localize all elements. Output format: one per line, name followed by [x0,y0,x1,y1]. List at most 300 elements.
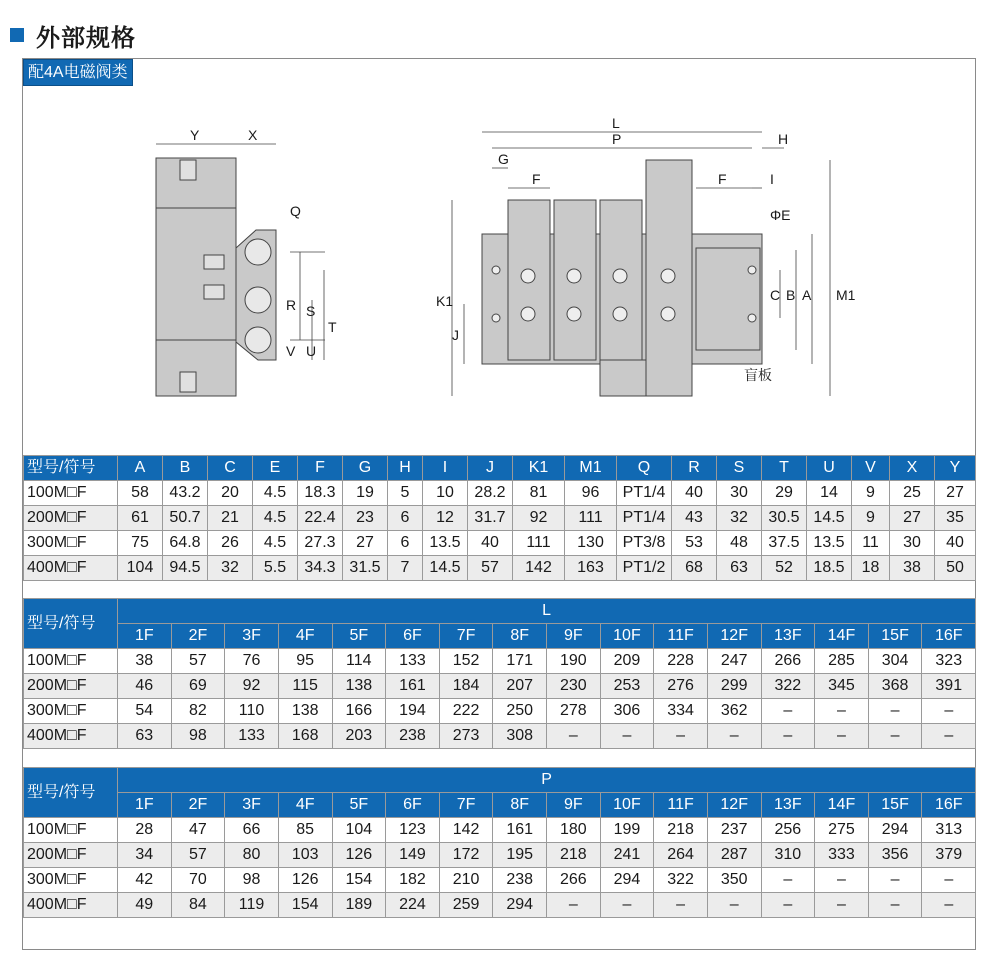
value-cell: – [922,893,976,918]
header-cell: 2F [171,624,225,649]
header-cell: H [388,456,423,481]
value-cell: 152 [439,649,493,674]
value-cell: 95 [278,649,332,674]
value-cell: 63 [118,724,172,749]
spec-table-dimensions [23,455,976,581]
value-cell: 28.2 [468,481,513,506]
value-cell: 58 [118,481,163,506]
value-cell: 81 [513,481,565,506]
dim-label: U [306,343,317,359]
value-cell: 69 [171,674,225,699]
value-cell: PT1/4 [617,506,672,531]
header-cell: J [468,456,513,481]
header-cell: 14F [815,624,869,649]
model-cell: 200M□F [24,674,118,699]
value-cell: 11 [852,531,890,556]
dim-label: L [612,115,620,131]
spec-table-length-L [23,598,976,749]
value-cell: 34.3 [298,556,343,581]
value-cell: 10 [423,481,468,506]
value-cell: 171 [493,649,547,674]
value-cell: 391 [922,674,976,699]
value-cell: 50.7 [163,506,208,531]
value-cell: 6 [388,506,423,531]
value-cell: 35 [935,506,976,531]
value-cell: 94.5 [163,556,208,581]
value-cell: – [654,893,708,918]
value-cell: 64.8 [163,531,208,556]
value-cell: – [707,893,761,918]
header-cell: 3F [225,624,279,649]
value-cell: 104 [332,818,386,843]
value-cell: 43 [672,506,717,531]
dim-label: G [498,151,509,167]
value-cell: 92 [225,674,279,699]
value-cell: 52 [762,556,807,581]
value-cell: 22.4 [298,506,343,531]
value-cell: 18 [852,556,890,581]
value-cell: 47 [171,818,225,843]
value-cell: 14.5 [423,556,468,581]
value-cell: – [547,893,601,918]
value-cell: 68 [672,556,717,581]
value-cell: 308 [493,724,547,749]
value-cell: 266 [547,868,601,893]
value-cell: 70 [171,868,225,893]
value-cell: 4.5 [253,506,298,531]
value-cell: 53 [672,531,717,556]
value-cell: 184 [439,674,493,699]
dim-label: K1 [436,293,454,309]
value-cell: 322 [654,868,708,893]
dim-label: J [452,327,459,343]
value-cell: 334 [654,699,708,724]
value-cell: 253 [600,674,654,699]
value-cell: 203 [332,724,386,749]
value-cell: 154 [278,893,332,918]
value-cell: 27 [343,531,388,556]
value-cell: 350 [707,868,761,893]
header-cell: 5F [332,793,386,818]
value-cell: – [815,893,869,918]
table-group-row [24,768,976,793]
dim-label: Y [190,127,200,143]
value-cell: 13.5 [807,531,852,556]
header-cell: S [717,456,762,481]
header-cell: 4F [278,793,332,818]
value-cell: 18.5 [807,556,852,581]
dim-label: H [778,131,789,147]
header-cell: 3F [225,793,279,818]
table-row [24,481,976,506]
value-cell: – [600,893,654,918]
header-cell: K1 [513,456,565,481]
header-cell: 2F [171,793,225,818]
value-cell: 5 [388,481,423,506]
value-cell: 14.5 [807,506,852,531]
value-cell: 13.5 [423,531,468,556]
value-cell: 18.3 [298,481,343,506]
value-cell: 38 [118,649,172,674]
value-cell: 57 [468,556,513,581]
value-cell: 130 [565,531,617,556]
value-cell: 111 [513,531,565,556]
value-cell: 154 [332,868,386,893]
header-cell: 7F [439,793,493,818]
header-cell: Y [935,456,976,481]
value-cell: 40 [935,531,976,556]
value-cell: 133 [225,724,279,749]
dim-label: V [286,343,296,359]
value-cell: 42 [118,868,172,893]
header-cell: 1F [118,624,172,649]
header-cell: E [253,456,298,481]
value-cell: 50 [935,556,976,581]
value-cell: 266 [761,649,815,674]
table-row [24,893,976,918]
value-cell: 32 [208,556,253,581]
value-cell: 195 [493,843,547,868]
dim-label: M1 [836,287,856,303]
table-row [24,556,976,581]
table-header-row [24,456,976,481]
value-cell: – [922,724,976,749]
header-cell: 1F [118,793,172,818]
value-cell: – [868,893,922,918]
dim-label: F [718,171,727,187]
model-cell: 400M□F [24,724,118,749]
header-cell: 16F [922,793,976,818]
value-cell: 133 [386,649,440,674]
value-cell: 172 [439,843,493,868]
header-cell: 11F [654,793,708,818]
header-cell: 14F [815,793,869,818]
value-cell: 138 [278,699,332,724]
value-cell: 276 [654,674,708,699]
value-cell: 80 [225,843,279,868]
group-header-L: L [118,599,976,624]
header-cell: 6F [386,793,440,818]
group-header-P: P [118,768,976,793]
value-cell: 38 [890,556,935,581]
dim-label: A [802,287,812,303]
value-cell: 43.2 [163,481,208,506]
value-cell: 14 [807,481,852,506]
table-row [24,868,976,893]
value-cell: 54 [118,699,172,724]
value-cell: 161 [493,818,547,843]
table-row [24,843,976,868]
value-cell: 28 [118,818,172,843]
value-cell: 20 [208,481,253,506]
value-cell: 264 [654,843,708,868]
value-cell: – [868,699,922,724]
value-cell: 313 [922,818,976,843]
value-cell: 110 [225,699,279,724]
value-cell: 114 [332,649,386,674]
value-cell: 98 [171,724,225,749]
value-cell: 228 [654,649,708,674]
value-cell: 126 [278,868,332,893]
value-cell: – [600,724,654,749]
value-cell: – [922,699,976,724]
value-cell: 92 [513,506,565,531]
table-row [24,531,976,556]
dim-label: T [328,319,337,335]
model-cell: 400M□F [24,556,118,581]
value-cell: 224 [386,893,440,918]
value-cell: 138 [332,674,386,699]
value-cell: 75 [118,531,163,556]
header-cell: 13F [761,793,815,818]
value-cell: 6 [388,531,423,556]
header-cell: 6F [386,624,440,649]
value-cell: 57 [171,843,225,868]
value-cell: 37.5 [762,531,807,556]
value-cell: 85 [278,818,332,843]
value-cell: 30 [890,531,935,556]
value-cell: – [654,724,708,749]
value-cell: 275 [815,818,869,843]
value-cell: PT1/4 [617,481,672,506]
value-cell: 180 [547,818,601,843]
table-row [24,818,976,843]
value-cell: 241 [600,843,654,868]
header-cell: F [298,456,343,481]
value-cell: 142 [439,818,493,843]
value-cell: 259 [439,893,493,918]
value-cell: 209 [600,649,654,674]
value-cell: 304 [868,649,922,674]
value-cell: – [707,724,761,749]
value-cell: 30.5 [762,506,807,531]
dim-label: S [306,303,316,319]
value-cell: 222 [439,699,493,724]
header-cell: U [807,456,852,481]
header-cell: C [208,456,253,481]
header-cell: 型号/符号 [24,456,118,481]
table-row [24,506,976,531]
table-row [24,649,976,674]
header-cell: 12F [707,793,761,818]
value-cell: – [547,724,601,749]
table-row [24,699,976,724]
dim-label: Q [290,203,301,219]
value-cell: PT1/2 [617,556,672,581]
value-cell: 115 [278,674,332,699]
value-cell: 190 [547,649,601,674]
value-cell: 126 [332,843,386,868]
value-cell: – [868,868,922,893]
value-cell: PT3/8 [617,531,672,556]
value-cell: 149 [386,843,440,868]
value-cell: 19 [343,481,388,506]
value-cell: 76 [225,649,279,674]
header-cell: R [672,456,717,481]
value-cell: 4.5 [253,481,298,506]
model-cell: 300M□F [24,699,118,724]
value-cell: 345 [815,674,869,699]
value-cell: 218 [654,818,708,843]
header-cell: 13F [761,624,815,649]
section-header [10,18,136,52]
value-cell: 30 [717,481,762,506]
value-cell: 46 [118,674,172,699]
value-cell: 31.5 [343,556,388,581]
value-cell: 238 [386,724,440,749]
value-cell: 21 [208,506,253,531]
value-cell: 237 [707,818,761,843]
value-cell: 25 [890,481,935,506]
value-cell: 285 [815,649,869,674]
header-cell: 10F [600,793,654,818]
value-cell: 27 [935,481,976,506]
value-cell: 123 [386,818,440,843]
header-cell: M1 [565,456,617,481]
value-cell: 287 [707,843,761,868]
value-cell: – [815,724,869,749]
header-cell: V [852,456,890,481]
value-cell: 29 [762,481,807,506]
value-cell: 96 [565,481,617,506]
dim-label: ΦE [770,207,791,223]
value-cell: 82 [171,699,225,724]
dim-label: B [786,287,796,303]
value-cell: 61 [118,506,163,531]
dim-label: R [286,297,297,313]
value-cell: 27.3 [298,531,343,556]
value-cell: 34 [118,843,172,868]
value-cell: 7 [388,556,423,581]
header-cell: T [762,456,807,481]
header-cell: 4F [278,624,332,649]
header-cell: A [118,456,163,481]
header-cell: 12F [707,624,761,649]
value-cell: 199 [600,818,654,843]
value-cell: 31.7 [468,506,513,531]
value-cell: 57 [171,649,225,674]
value-cell: 368 [868,674,922,699]
header-cell: Q [617,456,672,481]
model-cell: 400M□F [24,893,118,918]
value-cell: 23 [343,506,388,531]
value-cell: 362 [707,699,761,724]
value-cell: 26 [208,531,253,556]
value-cell: 299 [707,674,761,699]
header-cell: 15F [868,624,922,649]
value-cell: 322 [761,674,815,699]
model-cell: 100M□F [24,649,118,674]
dim-label: P [612,131,622,147]
model-cell: 200M□F [24,506,118,531]
value-cell: – [761,699,815,724]
value-cell: 166 [332,699,386,724]
header-cell: 11F [654,624,708,649]
value-cell: – [868,724,922,749]
header-cell: 9F [547,793,601,818]
page-title: 外部规格 [36,24,136,52]
corner-cell: 型号/符号 [24,599,118,649]
spec-table-pitch-P [23,767,976,918]
value-cell: 49 [118,893,172,918]
value-cell: 4.5 [253,531,298,556]
value-cell: 111 [565,506,617,531]
section-marker [10,28,24,42]
value-cell: 247 [707,649,761,674]
value-cell: 98 [225,868,279,893]
value-cell: 9 [852,481,890,506]
header-cell: B [163,456,208,481]
value-cell: 323 [922,649,976,674]
value-cell: 12 [423,506,468,531]
value-cell: 310 [761,843,815,868]
header-cell: 7F [439,624,493,649]
dim-label: I [770,171,774,187]
corner-cell: 型号/符号 [24,768,118,818]
value-cell: 161 [386,674,440,699]
value-cell: 256 [761,818,815,843]
header-cell: G [343,456,388,481]
model-cell: 300M□F [24,868,118,893]
model-cell: 100M□F [24,818,118,843]
value-cell: 189 [332,893,386,918]
value-cell: 379 [922,843,976,868]
value-cell: 356 [868,843,922,868]
header-cell: 16F [922,624,976,649]
header-cell: 8F [493,793,547,818]
value-cell: 119 [225,893,279,918]
value-cell: 84 [171,893,225,918]
table-group-row [24,599,976,624]
value-cell: 142 [513,556,565,581]
value-cell: 103 [278,843,332,868]
technical-drawing [140,110,860,410]
value-cell: 40 [468,531,513,556]
value-cell: 66 [225,818,279,843]
value-cell: 5.5 [253,556,298,581]
table-header-row [24,793,976,818]
value-cell: 294 [493,893,547,918]
blank-plate-label: 盲板 [744,367,772,383]
value-cell: – [815,868,869,893]
model-cell: 300M□F [24,531,118,556]
value-cell: – [761,724,815,749]
value-cell: 182 [386,868,440,893]
right-view [482,160,762,396]
value-cell: 230 [547,674,601,699]
value-cell: – [922,868,976,893]
value-cell: 250 [493,699,547,724]
value-cell: 238 [493,868,547,893]
dim-label: X [248,127,258,143]
value-cell: – [761,893,815,918]
value-cell: 218 [547,843,601,868]
value-cell: 207 [493,674,547,699]
header-cell: X [890,456,935,481]
value-cell: 294 [600,868,654,893]
value-cell: 63 [717,556,762,581]
value-cell: 163 [565,556,617,581]
header-cell: I [423,456,468,481]
value-cell: 194 [386,699,440,724]
value-cell: 27 [890,506,935,531]
subtitle-tag: 配4A电磁阀类 [23,59,133,86]
value-cell: 48 [717,531,762,556]
dim-label: F [532,171,541,187]
model-cell: 200M□F [24,843,118,868]
header-cell: 9F [547,624,601,649]
left-view [156,158,276,396]
